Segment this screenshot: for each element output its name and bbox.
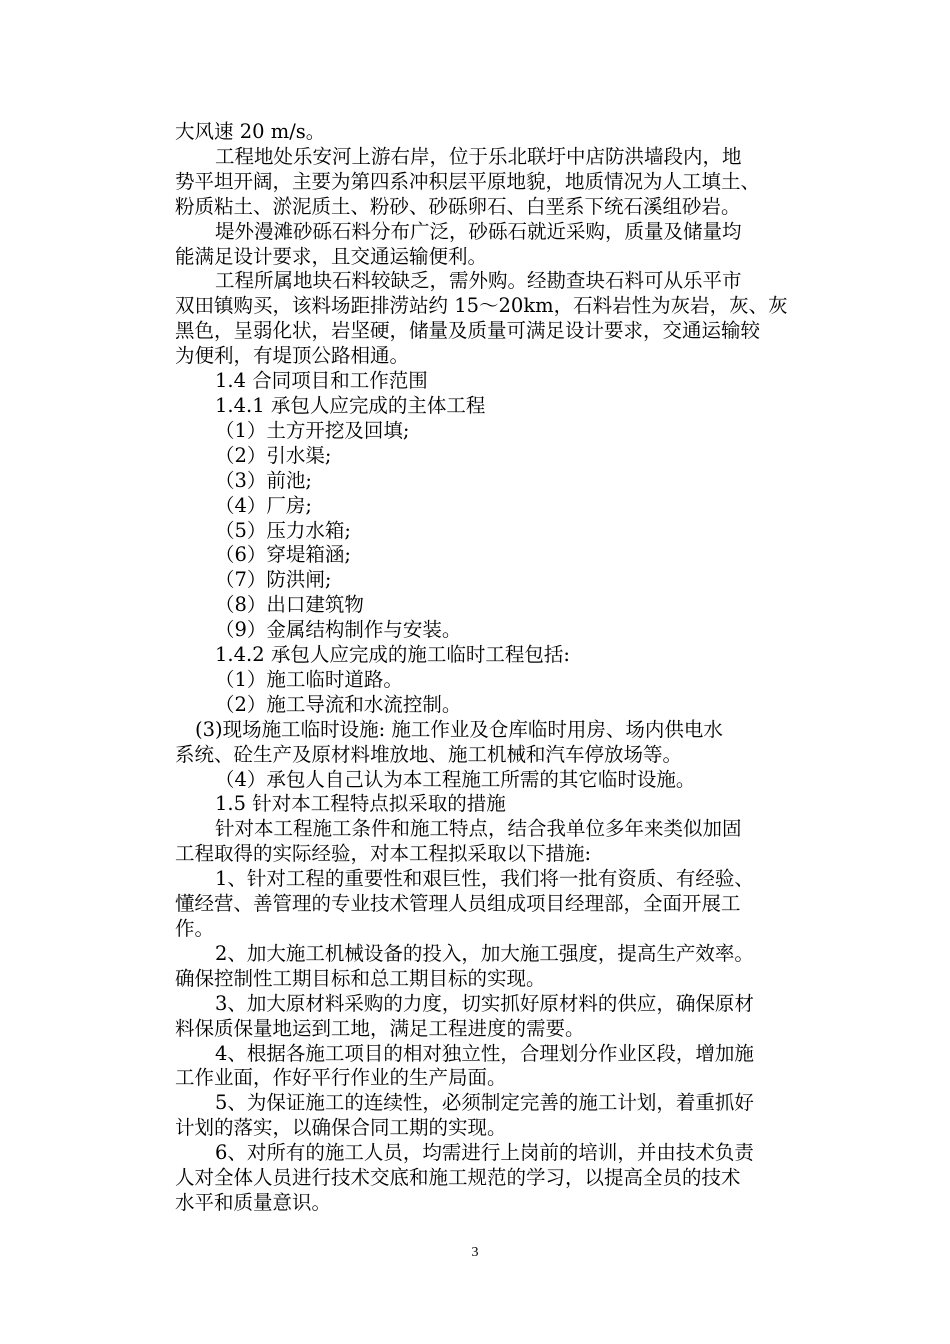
text-line: 作。 bbox=[175, 917, 215, 940]
text-line: 水平和质量意识。 bbox=[175, 1190, 332, 1214]
text-line: 黑色，呈弱化状，岩坚硬，储量及质量可满足设计要求，交通运输较 bbox=[175, 319, 761, 343]
text-line: 2、加大施工机械设备的投入，加大施工强度，提高生产效率。 bbox=[215, 941, 754, 965]
text-line: 粉质粘土、淤泥质土、粉砂、砂砾卵石、白垩系下统石溪组砂岩。 bbox=[175, 194, 741, 218]
text-line: 计划的落实，以确保合同工期的实现。 bbox=[175, 1116, 507, 1140]
text-line: 工程取得的实际经验，对本工程拟采取以下措施: bbox=[175, 842, 592, 866]
text-line: （1）施工临时道路。 bbox=[215, 667, 403, 691]
text-line: 能满足设计要求，且交通运输便利。 bbox=[175, 244, 488, 268]
text-line: （6）穿堤箱涵; bbox=[215, 543, 351, 567]
text-line: （4）承包人自己认为本工程施工所需的其它临时设施。 bbox=[215, 767, 696, 791]
page-number: 3 bbox=[471, 1245, 479, 1260]
text-line: 料保质保量地运到工地，满足工程进度的需要。 bbox=[175, 1016, 585, 1040]
text-line: 5、为保证施工的连续性，必须制定完善的施工计划，着重抓好 bbox=[215, 1091, 754, 1115]
text-line: 系统、砼生产及原材料堆放地、施工机械和汽车停放场等。 bbox=[175, 742, 683, 766]
text-line: 确保控制性工期目标和总工期目标的实现。 bbox=[175, 966, 546, 990]
text-line: 大风速 20 m/s。 bbox=[175, 120, 326, 143]
text-line: （4）厂房; bbox=[215, 493, 312, 517]
text-line: 势平坦开阔，主要为第四系冲积层平原地貌，地质情况为人工填土、 bbox=[175, 169, 761, 193]
text-line: 4、根据各施工项目的相对独立性，合理划分作业区段，增加施 bbox=[215, 1041, 754, 1065]
text-line: （3）前池; bbox=[215, 468, 312, 492]
text-line: 6、对所有的施工人员，均需进行上岗前的培训，并由技术负责 bbox=[215, 1141, 754, 1165]
text-line: （1）土方开挖及回填; bbox=[215, 418, 410, 442]
text-line: （2）施工导流和水流控制。 bbox=[215, 692, 462, 716]
text-line: 人对全体人员进行技术交底和施工规范的学习，以提高全员的技术 bbox=[175, 1166, 741, 1190]
text-line: 双田镇购买，该料场距排涝站约 15～20km，石料岩性为灰岩，灰、灰 bbox=[175, 294, 788, 318]
text-line: 工程地处乐安河上游右岸，位于乐北联圩中店防洪墙段内，地 bbox=[215, 144, 742, 168]
text-line: 3、加大原材料采购的力度，切实抓好原材料的供应，确保原材 bbox=[215, 991, 754, 1015]
text-line: 1.4 合同项目和工作范围 bbox=[215, 369, 428, 393]
text-line: 1.5 针对本工程特点拟采取的措施 bbox=[215, 792, 506, 816]
text-line: （8）出口建筑物 bbox=[215, 593, 364, 617]
text-line: （2）引水渠; bbox=[215, 443, 332, 467]
text-line: 1、针对工程的重要性和艰巨性，我们将一批有资质、有经验、 bbox=[215, 867, 754, 891]
text-line: 为便利，有堤顶公路相通。 bbox=[175, 344, 410, 368]
text-line: 堤外漫滩砂砾石料分布广泛，砂砾石就近采购，质量及储量均 bbox=[215, 219, 742, 243]
text-line: （7）防洪闸; bbox=[215, 568, 332, 592]
text-line: （9）金属结构制作与安装。 bbox=[215, 618, 462, 642]
text-line: (3)现场施工临时设施: 施工作业及仓库临时用房、场内供电水 bbox=[195, 717, 723, 741]
text-line: 工作业面，作好平行作业的生产局面。 bbox=[175, 1066, 507, 1090]
text-line: 懂经营、善管理的专业技术管理人员组成项目经理部，全面开展工 bbox=[175, 892, 741, 916]
text-line: 针对本工程施工条件和施工特点，结合我单位多年来类似加固 bbox=[215, 817, 742, 841]
text-line: 工程所属地块石料较缺乏，需外购。经勘查块石料可从乐平市 bbox=[215, 269, 742, 293]
text-line: 1.4.1 承包人应完成的主体工程 bbox=[215, 393, 486, 417]
text-line: （5）压力水箱; bbox=[215, 518, 351, 542]
text-line: 1.4.2 承包人应完成的施工临时工程包括: bbox=[215, 643, 570, 667]
body-text bbox=[175, 120, 815, 1216]
